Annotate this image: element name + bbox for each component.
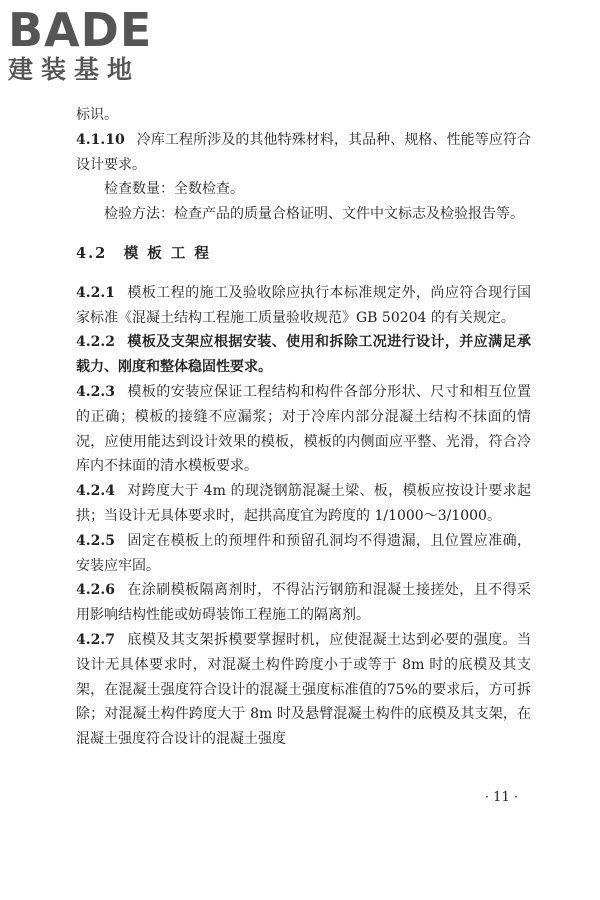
clause-text: 对跨度大于 4m 的现浇钢筋混凝土梁、板，模板应按设计要求起拱；当设计无具体要求时，起拱高度宜为跨度的 1/1000～3/1000。 [76,483,531,524]
clause-text: 在涂刷模板隔离剂时，不得沾污钢筋和混凝土接搓处，且不得采用影响结构性能或妨碍装饰工程施工的隔离剂。 [76,582,531,624]
inspection-method [76,202,531,227]
clause-4-2-2 [76,330,531,380]
clause-text: 模板的安装应保证工程结构和构件各部分形状、尺寸和相互位置的正确；模板的接缝不应漏浆；对于冷库内部分混凝土结构不抹面的情况，应使用能达到设计效果的模板，模板的内侧面应平整、光滑，符合冷库内不抹面的清水模板要求。 [76,383,531,475]
document-body [76,103,531,752]
clause-4-2-5 [76,529,531,579]
paragraph-text: 标识。 [76,107,118,123]
clause-number: 4.2.2 [76,334,115,351]
clause-number: 4.2.6 [76,582,115,599]
logo-brand-text: BADE [8,3,153,57]
paragraph-text: 检验方法：检查产品的质量合格证明、文件中文标志及检验报告等。 [104,206,524,223]
clause-number: 4.2.7 [76,631,115,648]
clause-text: 模板工程的施工及验收除应执行本标准规定外，尚应符合现行国家标准《混凝土结构工程施工质量验收规范》GB 50204 的有关规定。 [76,284,531,326]
paragraph-text: 检查数量：全数检查。 [104,181,244,198]
clause-number: 4.2.4 [76,483,115,500]
clause-number: 4.2.3 [76,383,115,400]
clause-number: 4.1.10 [76,131,125,148]
clause-4-2-6 [76,578,531,628]
clause-text: 底模及其支架拆模要掌握时机，应使混凝土达到必要的强度。当设计无具体要求时，对混凝土构件跨度小于或等于 8m 时的底模及其支架，在混凝土强度符合设计的混凝土强度标准值的75%的要求后，方可拆除；对混凝土构件跨度大于 8m 时及悬臂混凝土构件的底模及其支架，在混凝土强度符合设计的混凝土强度 [76,631,531,748]
bade-logo [8,3,178,84]
page-number: · 11 · [484,790,518,805]
clause-number: 4.2.5 [76,532,115,549]
clause-text: 模板及支架应根据安装、使用和拆除工况进行设计，并应满足承载力、刚度和整体稳固性要求。 [76,334,531,376]
inspection-quantity [76,177,531,202]
clause-text: 固定在模板上的预埋件和预留孔洞均不得遗漏，且位置应准确，安装应牢固。 [76,532,531,574]
logo-subtitle: 建装基地 [8,55,141,84]
clause-text: 冷库工程所涉及的其他特殊材料，其品种、规格、性能等应符合设计要求。 [76,131,531,173]
clause-number: 4.2.1 [76,284,115,301]
clause-4-1-10 [76,128,531,178]
paragraph-continuation [76,103,531,128]
clause-4-2-3 [76,380,531,479]
clause-4-2-1 [76,281,531,331]
clause-4-2-4 [76,479,531,529]
section-title: 4.2 模 板 工 程 [76,244,211,262]
clause-4-2-7 [76,628,531,752]
